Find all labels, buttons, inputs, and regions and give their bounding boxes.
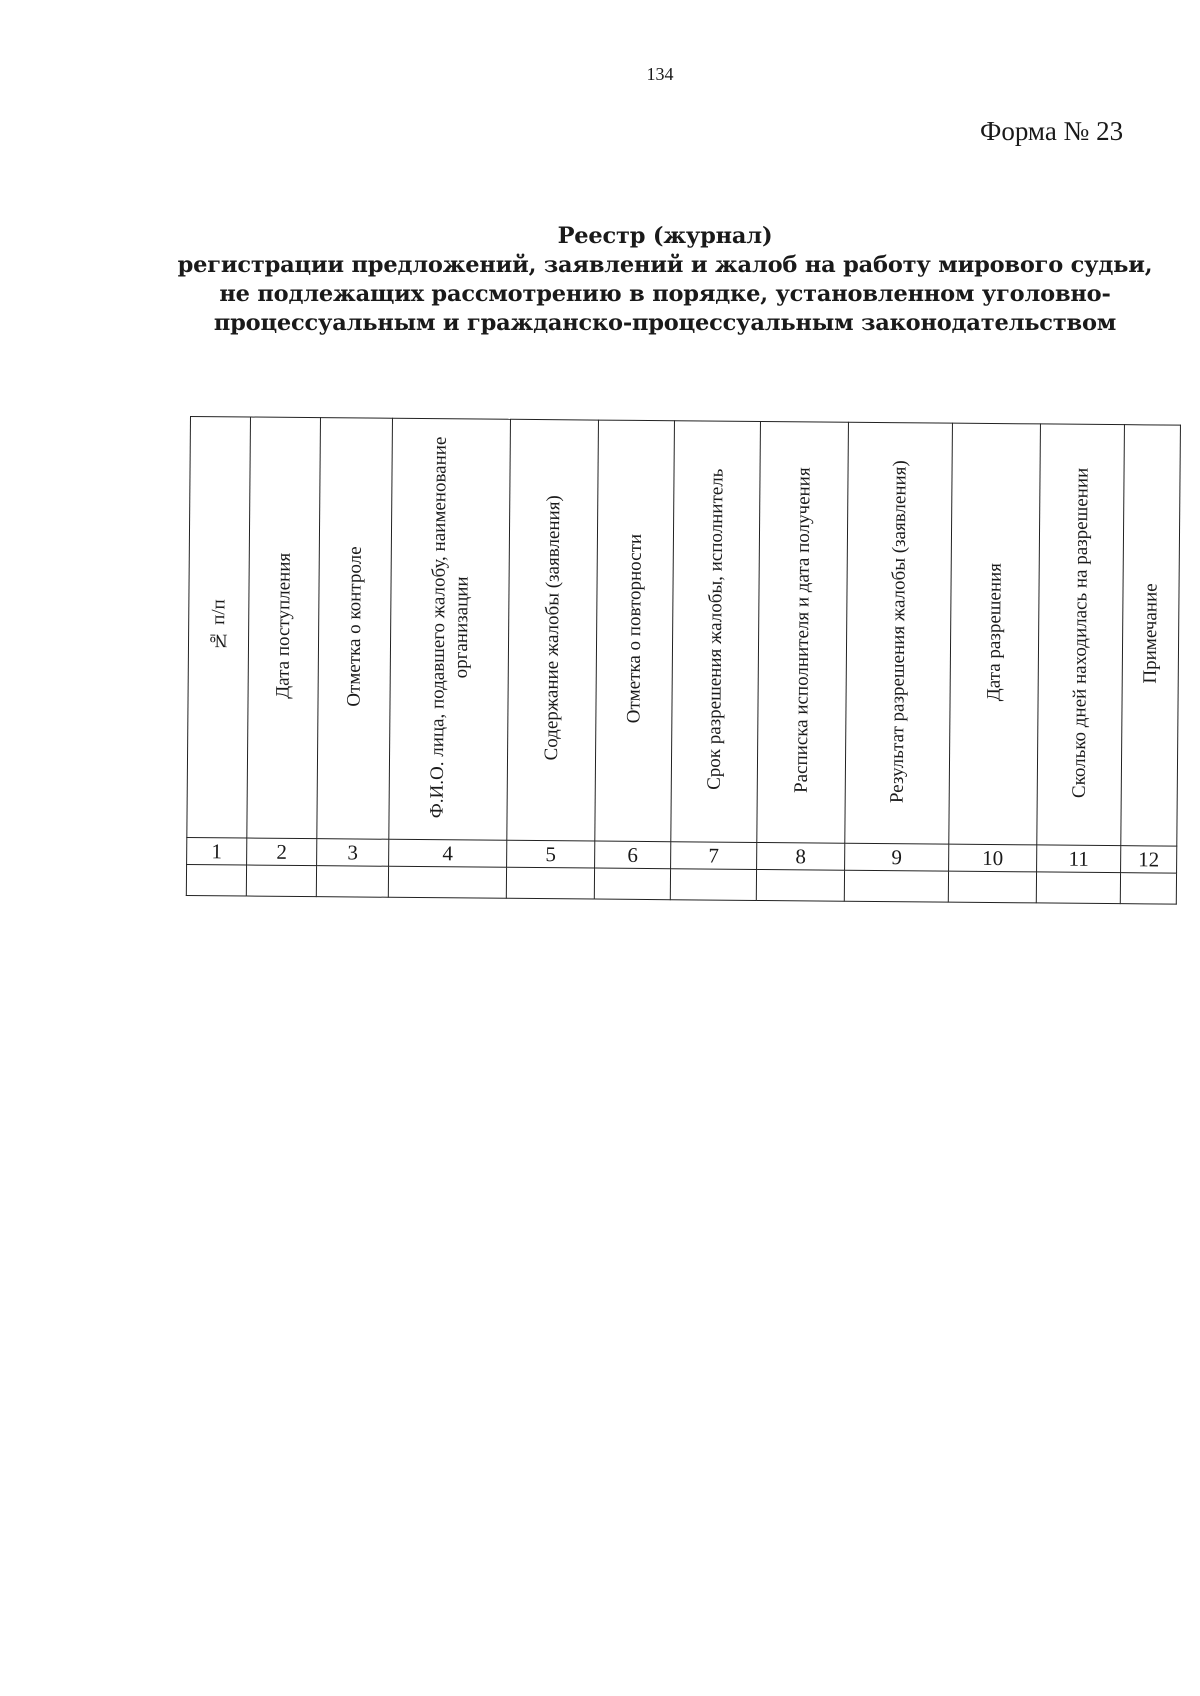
column-number: 9 [845, 843, 949, 871]
title-line: регистрации предложений, заявлений и жалоб на работу мирового судьи, [177, 252, 1153, 278]
register-table [186, 416, 1181, 905]
column-header [507, 419, 599, 841]
table-cell [594, 868, 670, 900]
column-header [949, 423, 1041, 845]
column-number: 10 [949, 844, 1037, 872]
column-header-label: Ф.И.О. лица, подавшего жалобу, наименование организации [426, 436, 473, 819]
table-cell [670, 869, 756, 901]
column-header-label: Сколько дней находилась на разрешении [1068, 467, 1093, 798]
column-header-label: Расписка исполнителя и дата получения [790, 467, 815, 794]
column-number: 1 [187, 837, 247, 865]
column-number: 5 [507, 840, 595, 868]
table-cell [246, 865, 316, 897]
document-title [170, 222, 1160, 338]
column-number: 8 [757, 842, 845, 870]
column-number: 11 [1037, 845, 1121, 873]
column-header-label: Отметка о контроле [343, 546, 366, 707]
table-cell [316, 866, 388, 898]
column-number: 6 [595, 841, 671, 869]
table-cell [1120, 873, 1176, 904]
table-cell [388, 866, 506, 898]
column-header-label: Результат разрешения жалобы (заявления) [886, 459, 911, 803]
form-label: Форма № 23 [980, 116, 1124, 146]
table-cell [1036, 872, 1120, 904]
title-line: процессуальным и гражданско-процессуальным законодательством [213, 310, 1117, 336]
header-row [187, 417, 1181, 847]
column-header [187, 417, 251, 839]
column-header [1037, 424, 1125, 846]
column-header-label: Дата поступления [272, 552, 295, 699]
column-header [671, 421, 761, 843]
column-header [845, 422, 953, 844]
column-header-label: Дата разрешения [983, 562, 1006, 702]
column-number: 4 [389, 839, 507, 867]
column-header [595, 420, 675, 842]
table-cell [186, 864, 246, 896]
column-header [247, 417, 321, 839]
title-line: не подлежащих рассмотрению в порядке, установленном уголовно- [219, 281, 1111, 307]
column-header [389, 418, 511, 840]
column-number: 3 [317, 839, 389, 867]
column-number: 12 [1121, 846, 1177, 873]
column-header-label: Содержание жалобы (заявления) [541, 495, 565, 761]
table-cell [948, 871, 1036, 903]
table-cell [756, 869, 844, 901]
column-header [757, 421, 849, 843]
table-cell [844, 870, 948, 902]
column-header [1121, 425, 1181, 846]
column-header-label: № п/п [207, 599, 230, 652]
column-header-label: Отметка о повторности [623, 534, 646, 724]
column-header [317, 418, 393, 840]
title-line: Реестр (журнал) [557, 223, 773, 249]
column-header-label: Срок разрешения жалобы, исполнитель [703, 468, 728, 791]
column-header-label: Примечание [1139, 583, 1162, 684]
column-number: 7 [671, 842, 757, 870]
page-number: 134 [646, 64, 674, 84]
column-number: 2 [247, 838, 317, 866]
table-cell [506, 867, 594, 899]
